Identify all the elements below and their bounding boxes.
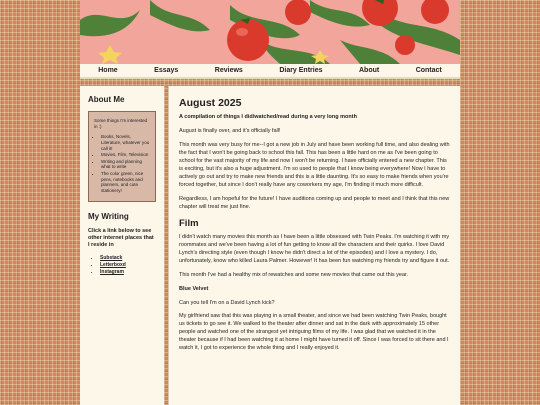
paragraph: Regardless, I am hopeful for the future! I have auditions coming up and people to meet and I think that this new chapter will treat me just fine. xyxy=(179,195,450,210)
link-substack[interactable]: • Substack xyxy=(100,255,156,261)
social-links xyxy=(88,255,156,275)
nav-contact[interactable]: Contact xyxy=(415,67,442,74)
link-instagram[interactable]: • Instagram xyxy=(100,269,156,275)
tomato-illustration xyxy=(80,0,460,64)
interest-item: • Writing and planning what to write xyxy=(101,159,150,170)
page-title: August 2025 xyxy=(179,97,242,109)
main-content xyxy=(168,86,460,405)
top-nav xyxy=(80,64,460,79)
interest-item: • The color green, nice pens, notebooks and planners, and cute stationery! xyxy=(101,171,150,194)
paragraph: My girlfriend saw that this was playing in a small theater, and since we had been watching Twin Peaks, bought us tickets to go see it. We walked to the theater after dinner and sat in the dark with approximately 15 other people and watched one of the strangest yet intriguing films of my life. I was glad that we watched it in the theater because if I had been watching it at home I might have turned it off. Since I was forced to sit there and I watch it, I got to experience the whole thing and I really enjoyed it. xyxy=(179,313,449,352)
sidebar xyxy=(80,86,164,405)
link-letterboxd[interactable]: • Letterboxd xyxy=(100,262,156,268)
interests-list xyxy=(94,134,150,193)
paragraph: Can you tell I'm on a David Lynch kick? xyxy=(179,299,275,306)
film-heading: Film xyxy=(179,217,199,229)
about-intro: Some things I'm interested in :) xyxy=(94,118,148,129)
nav-essays[interactable]: Essays xyxy=(154,67,179,74)
paragraph: I didn't watch many movies this month as I have been a little obsessed with Twin Peaks. I'm watching it with my roommates and we've been having a lot of fun getting to know all the characters and their quirks. I love David Lynch's directing style (even though I know he didn't direct a lot of the episodes) and I love a mystery. I do, unfortunately, know who killed Laura Palmer. However! It has been fun watching my friends try and figure it out. xyxy=(179,233,450,264)
header-banner xyxy=(80,0,460,64)
paragraph: This month was very busy for me--I got a new job in July and have been working full time, and also dealing with the fact that I won't be going back to school this fall. This has been a little hard on me as I've been going to school for the vast majority of my life and now I won't be returning. I have officially entered a new chapter. This is exciting, but it's also a huge adjustment. I'm so used to people that I know being everywhere! Now I have to actively go out and try to make new friends and this is a little daunting. It's so easy to make friends when you're forced together, but since I don't really have any coworkers my age, I'm finding it much more difficult. xyxy=(179,141,450,188)
blue-velvet-heading: Blue Velvet xyxy=(179,285,209,292)
nav-diary-entries[interactable]: Diary Entries xyxy=(279,67,323,74)
about-title: About Me xyxy=(88,95,125,104)
writing-text: Click a link below to see other internet places that I reside in xyxy=(88,227,154,249)
nav-reviews[interactable]: Reviews xyxy=(214,67,243,74)
paragraph: This month I've had a healthy mix of rewatches and some new movies that came out this year. xyxy=(179,271,409,278)
page-subtitle: A compilation of things I did/watched/read during a very long month xyxy=(179,114,357,120)
paragraph: August is finally over, and it's officially fall! xyxy=(179,127,281,134)
interest-item: • Movies, Film, Television xyxy=(101,152,150,158)
nav-about[interactable]: About xyxy=(358,67,380,74)
about-box xyxy=(88,111,156,202)
writing-title: My Writing xyxy=(88,211,129,221)
nav-home[interactable]: Home xyxy=(98,67,118,74)
interest-item: • Books, Novels, Literature, whatever you call it! xyxy=(101,134,150,151)
